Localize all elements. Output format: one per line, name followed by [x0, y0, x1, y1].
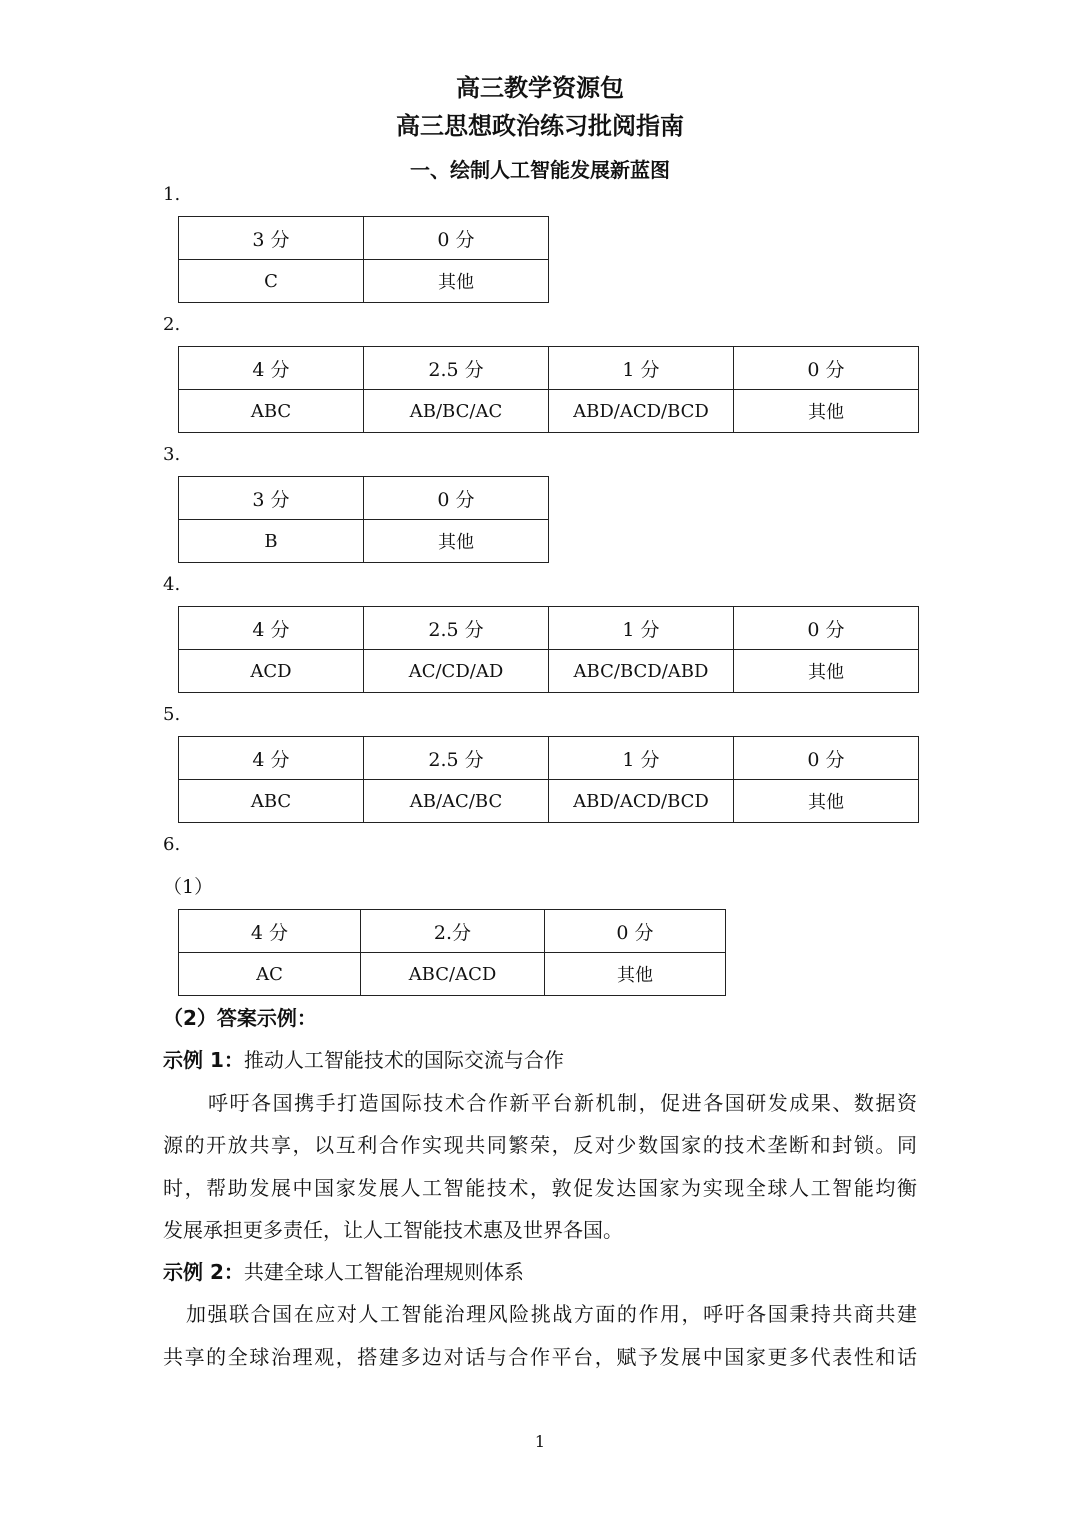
example-1-line: 发展承担更多责任，让人工智能技术惠及世界各国。: [163, 1218, 623, 1242]
answer-cell: 其他: [734, 780, 919, 823]
score-cell: 0 分: [364, 477, 549, 520]
example-1-line: 时，帮助发展中国家发展人工智能技术，敦促发达国家为实现全球人工智能均衡: [163, 1176, 917, 1200]
example-1-line: 呼吁各国携手打造国际技术合作新平台新机制，促进各国研发成果、数据资: [208, 1091, 917, 1115]
score-cell: 2.5 分: [364, 607, 549, 650]
answer-cell: ABC/BCD/ABD: [549, 650, 734, 693]
question-2-label: 2.: [163, 314, 181, 335]
answer-cell: 其他: [734, 650, 919, 693]
answer-cell: 其他: [545, 953, 726, 996]
answer-cell: 其他: [734, 390, 919, 433]
question-6-part-1-label: （1）: [163, 876, 214, 898]
score-cell: 4 分: [179, 910, 361, 953]
question-5-label: 5.: [163, 704, 181, 725]
answer-cell: ABD/ACD/BCD: [549, 390, 734, 433]
question-1-table: [178, 216, 549, 303]
question-4-label: 4.: [163, 574, 181, 595]
question-5-table: [178, 736, 919, 823]
score-cell: 1 分: [549, 737, 734, 780]
document-subtitle: 高三思想政治练习批阅指南: [396, 112, 684, 140]
score-cell: 3 分: [179, 477, 364, 520]
answer-cell: AC: [179, 953, 361, 996]
example-1-title: 推动人工智能技术的国际交流与合作: [243, 1048, 564, 1072]
answer-cell: 其他: [364, 520, 549, 563]
question-6-table: [178, 909, 726, 996]
part-2-label: （2）答案示例：: [163, 1006, 317, 1030]
page-number: 1: [534, 1432, 546, 1451]
answer-cell: 其他: [364, 260, 549, 303]
example-2-heading: [163, 1259, 524, 1285]
example-2-prefix: 示例 2：: [163, 1260, 244, 1284]
answer-cell: ABC/ACD: [361, 953, 545, 996]
section-heading: 一、绘制人工智能发展新蓝图: [410, 158, 670, 182]
question-3-label: 3.: [163, 444, 181, 465]
score-cell: 2.5 分: [364, 347, 549, 390]
score-cell: 0 分: [364, 217, 549, 260]
example-2-line: 加强联合国在应对人工智能治理风险挑战方面的作用，呼吁各国秉持共商共建: [186, 1302, 917, 1326]
score-cell: 4 分: [179, 607, 364, 650]
score-cell: 2.分: [361, 910, 545, 953]
score-cell: 0 分: [734, 347, 919, 390]
answer-cell: C: [179, 260, 364, 303]
answer-cell: B: [179, 520, 364, 563]
score-cell: 4 分: [179, 737, 364, 780]
example-1-heading: [163, 1047, 564, 1073]
answer-cell: AB/BC/AC: [364, 390, 549, 433]
score-cell: 2.5 分: [364, 737, 549, 780]
document-title: 高三教学资源包: [456, 74, 624, 102]
score-cell: 4 分: [179, 347, 364, 390]
question-3-table: [178, 476, 549, 563]
score-cell: 1 分: [549, 347, 734, 390]
example-1-line: 源的开放共享，以互利合作实现共同繁荣，反对少数国家的技术垄断和封锁。同: [163, 1133, 917, 1157]
score-cell: 1 分: [549, 607, 734, 650]
example-2-title: 共建全球人工智能治理规则体系: [243, 1260, 524, 1284]
answer-cell: AC/CD/AD: [364, 650, 549, 693]
score-cell: 0 分: [734, 607, 919, 650]
example-1-prefix: 示例 1：: [163, 1048, 244, 1072]
answer-cell: ABC: [179, 780, 364, 823]
answer-cell: ABD/ACD/BCD: [549, 780, 734, 823]
answer-cell: ACD: [179, 650, 364, 693]
question-1-label: 1.: [163, 184, 181, 205]
question-6-label: 6.: [163, 834, 181, 855]
score-cell: 3 分: [179, 217, 364, 260]
question-2-table: [178, 346, 919, 433]
answer-cell: ABC: [179, 390, 364, 433]
question-4-table: [178, 606, 919, 693]
score-cell: 0 分: [734, 737, 919, 780]
score-cell: 0 分: [545, 910, 726, 953]
answer-cell: AB/AC/BC: [364, 780, 549, 823]
example-2-line: 共享的全球治理观，搭建多边对话与合作平台，赋予发展中国家更多代表性和话: [163, 1345, 917, 1369]
